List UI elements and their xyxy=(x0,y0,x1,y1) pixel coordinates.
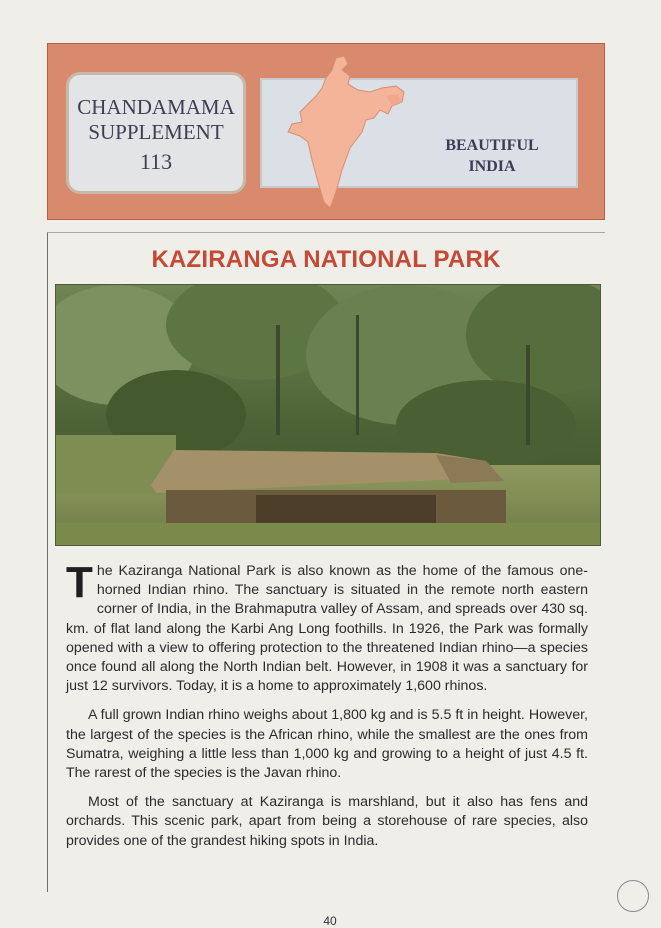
photo-illustration xyxy=(56,285,601,546)
article-title: KAZIRANGA NATIONAL PARK xyxy=(151,246,501,273)
supplement-title xyxy=(69,95,243,145)
supplement-line2: SUPPLEMENT xyxy=(88,120,224,144)
paragraph-2: A full grown Indian rhino weighs about 1,800 kg and is 5.5 ft in height. However, the largest of the species is the African rhino, while the smallest are the ones from Sumatra, weighing a little less than 1,000 kg and growing to a height of just 4.5 ft. The rarest of the species is the Javan rhino. xyxy=(66,707,588,782)
series-title xyxy=(422,135,562,177)
paragraph-1-text: he Kaziranga National Park is also known as the home of the famous one-horned Indian rhino. The sanctuary is situated in the remote north eastern corner of India, in the Brahmaputra valley of Assam, and spreads over 430 sq. km. of flat land along the Karbi Ang Long foothills. In 1926, the Park was formally opened with a view to offering protection to the threatened Indian rhino—a species once found all along the North Indian belt. However, in 1908 it was a sanctuary for just 12 survivors. Today, it is a home to approximately 1,600 rhinos. xyxy=(66,563,588,695)
supplement-number: 113 xyxy=(139,149,173,174)
series-line2: INDIA xyxy=(468,158,516,175)
page-number: 40 xyxy=(323,914,337,928)
library-stamp-icon xyxy=(617,880,649,912)
paragraph-1 xyxy=(66,558,588,696)
supplement-label-box xyxy=(66,72,246,194)
thatched-hut-forest-photo xyxy=(55,284,601,546)
paragraph-3: Most of the sanctuary at Kaziranga is marshland, but it also has fens and orchards. This scenic park, apart from being a storehouse of rare species, also provides one of the grandest hiking spots in India. xyxy=(66,794,588,849)
series-line1: BEAUTIFUL xyxy=(445,137,539,154)
india-map-icon xyxy=(278,52,410,212)
header-banner xyxy=(47,43,605,220)
article-body xyxy=(66,558,588,861)
drop-cap: T xyxy=(66,558,93,607)
supplement-line1: CHANDAMAMA xyxy=(77,95,235,119)
